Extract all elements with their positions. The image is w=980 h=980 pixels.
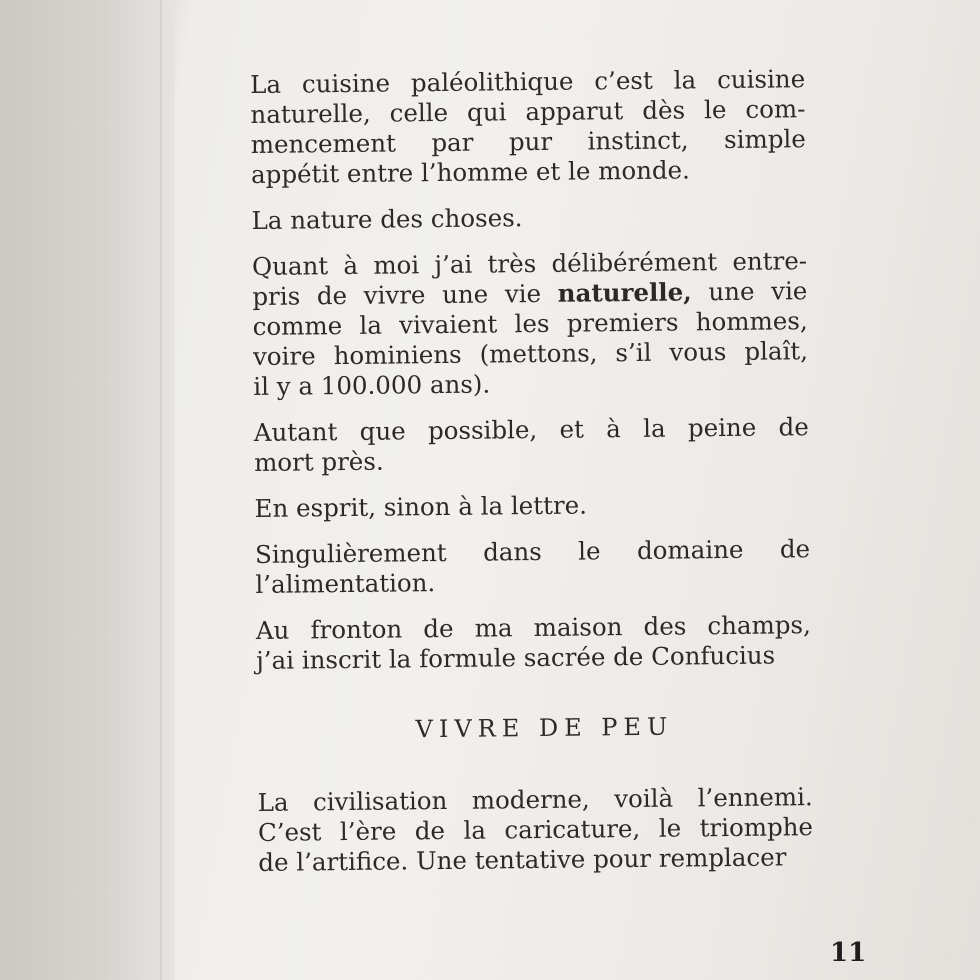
paragraph-1 xyxy=(250,64,806,190)
text-line: comme la vivaient les premiers hommes, xyxy=(252,306,808,341)
text-line: En esprit, sinon à la lettre. xyxy=(254,490,588,523)
paragraph-7 xyxy=(256,610,812,676)
text-line: C’est l’ère de la caricature, le triomphe xyxy=(257,812,814,847)
text-line: j’ai inscrit la formule sacrée de Confucius xyxy=(256,640,776,675)
section-heading: VIVRE DE PEU xyxy=(415,712,674,744)
page-fold xyxy=(160,0,162,980)
text-line: Quant à moi j’ai très délibérément entre- xyxy=(251,246,808,281)
text-line: Autant que possible, et à la peine de xyxy=(253,412,809,447)
text-line: La cuisine paléolithique c’est la cuisine xyxy=(250,64,806,99)
bold-word: naturelle, xyxy=(557,277,692,308)
text-line: La nature des choses. xyxy=(251,203,523,235)
text-line: il y a 100.000 ans). xyxy=(253,369,491,401)
paragraph-2 xyxy=(251,200,806,236)
text-line: l’alimentation. xyxy=(255,568,436,599)
text-line: La civilisation moderne, voilà l’ennemi. xyxy=(257,782,813,817)
text-line: naturelle, celle qui apparut dès le com- xyxy=(250,94,806,129)
text-line: mort près. xyxy=(253,446,384,477)
paragraph-6 xyxy=(255,534,811,600)
closing-paragraph xyxy=(258,782,814,878)
text-line: appétit entre l’homme et le monde. xyxy=(250,155,691,189)
paragraph-4 xyxy=(254,412,810,478)
body-text xyxy=(250,64,814,894)
paragraph-5 xyxy=(254,488,809,524)
paragraph-3 xyxy=(252,246,809,402)
text-line: mencement par pur instinct, simple xyxy=(250,124,806,159)
text-segment: une vie xyxy=(691,276,808,307)
text-line: de l’artifice. Une tentative pour remplacer xyxy=(258,842,787,877)
text-segment: pris de vivre une vie xyxy=(252,278,558,311)
text-line: Singulièrement dans le domaine de xyxy=(254,534,811,569)
page-number: 11 xyxy=(830,938,867,968)
text-line: Au fronton de ma maison des champs, xyxy=(255,610,811,645)
text-line: voire hominiens (mettons, s’il vous plaît, xyxy=(252,336,809,371)
gutter-shadow xyxy=(0,0,175,980)
